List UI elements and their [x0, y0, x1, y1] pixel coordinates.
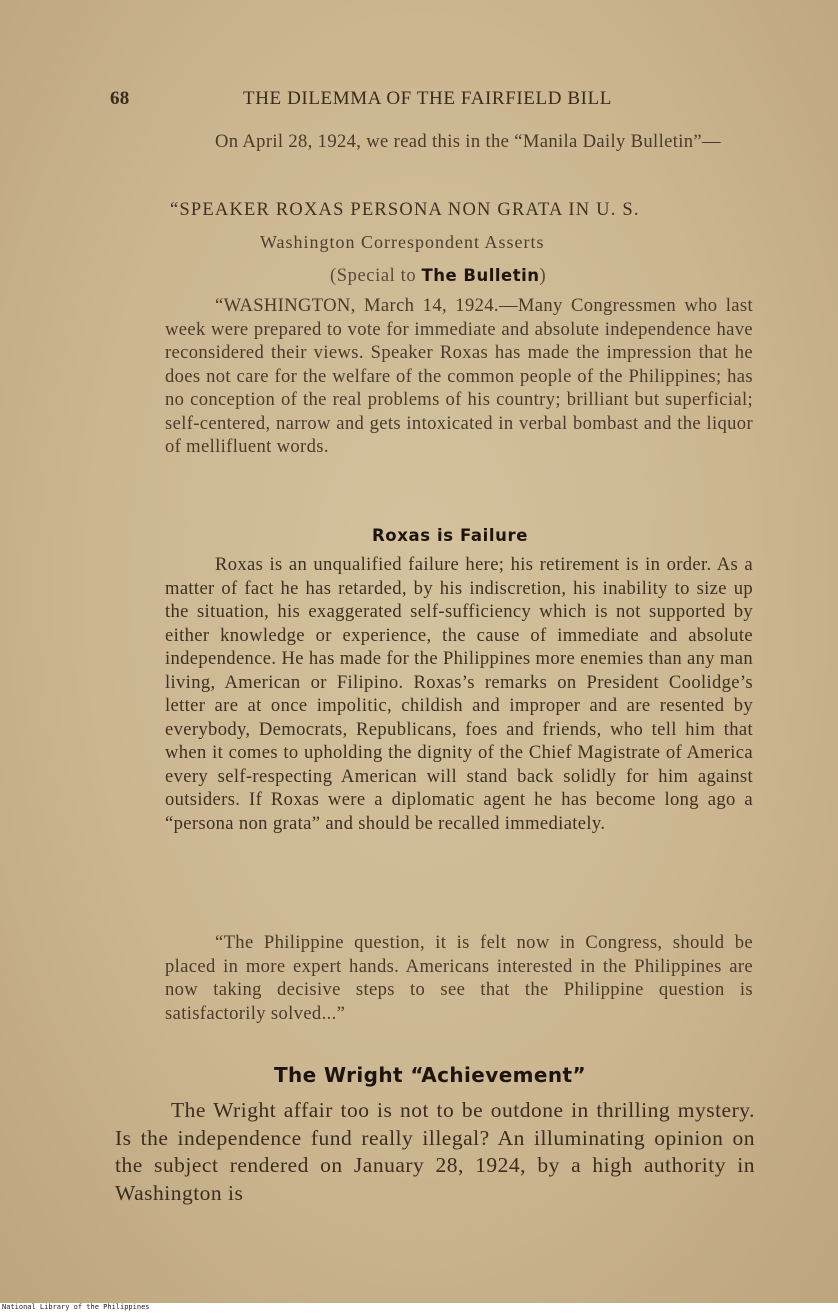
intro-block — [165, 130, 753, 154]
clipping-subhead: Washington Correspondent Asserts — [260, 232, 545, 252]
footer-credit: National Library of the Philippines — [2, 1303, 150, 1311]
special-dateline — [330, 266, 546, 287]
running-title: THE DILEMMA OF THE FAIRFIELD BILL — [243, 88, 612, 109]
special-prefix: (Special to — [330, 266, 422, 286]
special-suffix: ) — [539, 266, 547, 286]
section-heading-wright: The Wright “Achievement” — [274, 1063, 587, 1087]
wright-paragraph-block — [115, 1097, 755, 1207]
wright-paragraph: The Wright affair too is not to be outdone in thrilling mystery. Is the independence fund really illegal? An illuminating opinion on the subject rendered on January 28, 1924, by a high authority in Washington is — [115, 1098, 755, 1205]
special-source: The Bulletin — [421, 266, 540, 285]
clipping-paragraph-1: “WASHINGTON, March 14, 1924.—Many Congressmen who last week were prepared to vote for immediate and absolute independence have reconsidered their views. Speaker Roxas has made the impression that he does not care for the welfare of the common people of the Philippines; has no conception of the real problems of his country; brilliant but superficial; self-centered, narrow and gets intoxicated in verbal bombast and the liquor of mellifluent words. — [165, 295, 753, 457]
clipping-paragraph-3: “The Philippine question, it is felt now in Congress, should be placed in more expert hands. Americans interested in the Philippines are now taking decisive steps to see that the Philippine question is satisfactorily solved...” — [165, 932, 753, 1024]
clipping-paragraph-1-block — [165, 294, 753, 459]
running-head — [110, 88, 750, 112]
footer-strip — [0, 1303, 838, 1313]
clipping-paragraph-3-block — [165, 931, 753, 1025]
intro-paragraph: On April 28, 1924, we read this in the “Manila Daily Bulletin”— — [215, 131, 721, 152]
clipping-paragraph-2: Roxas is an unqualified failure here; his retirement is in order. As a matter of fact he has retarded, by his indiscretion, his inability to size up the situation, his exaggerated self-sufficiency which is not supported by either knowledge or experience, the cause of immediate and absolute independence. He has made for the Philippines more enemies than any man living, American or Filipino. Roxas’s remarks on President Coolidge’s letter are at once impolitic, childish and improper and are resented by everybody, Democrats, Republicans, foes and friends, who tell him that when it comes to upholding the dignity of the Chief Magistrate of America every self-respecting American will stand back solidly for him against outsiders. If Roxas were a diplomatic agent he has become long ago a “persona non grata” and should be recalled immediately. — [165, 554, 753, 834]
clipping-paragraph-2-block — [165, 553, 753, 835]
page-number: 68 — [110, 88, 130, 109]
clipping-headline: “SPEAKER ROXAS PERSONA NON GRATA IN U. S. — [170, 200, 640, 220]
section-heading-roxas: Roxas is Failure — [372, 526, 529, 545]
